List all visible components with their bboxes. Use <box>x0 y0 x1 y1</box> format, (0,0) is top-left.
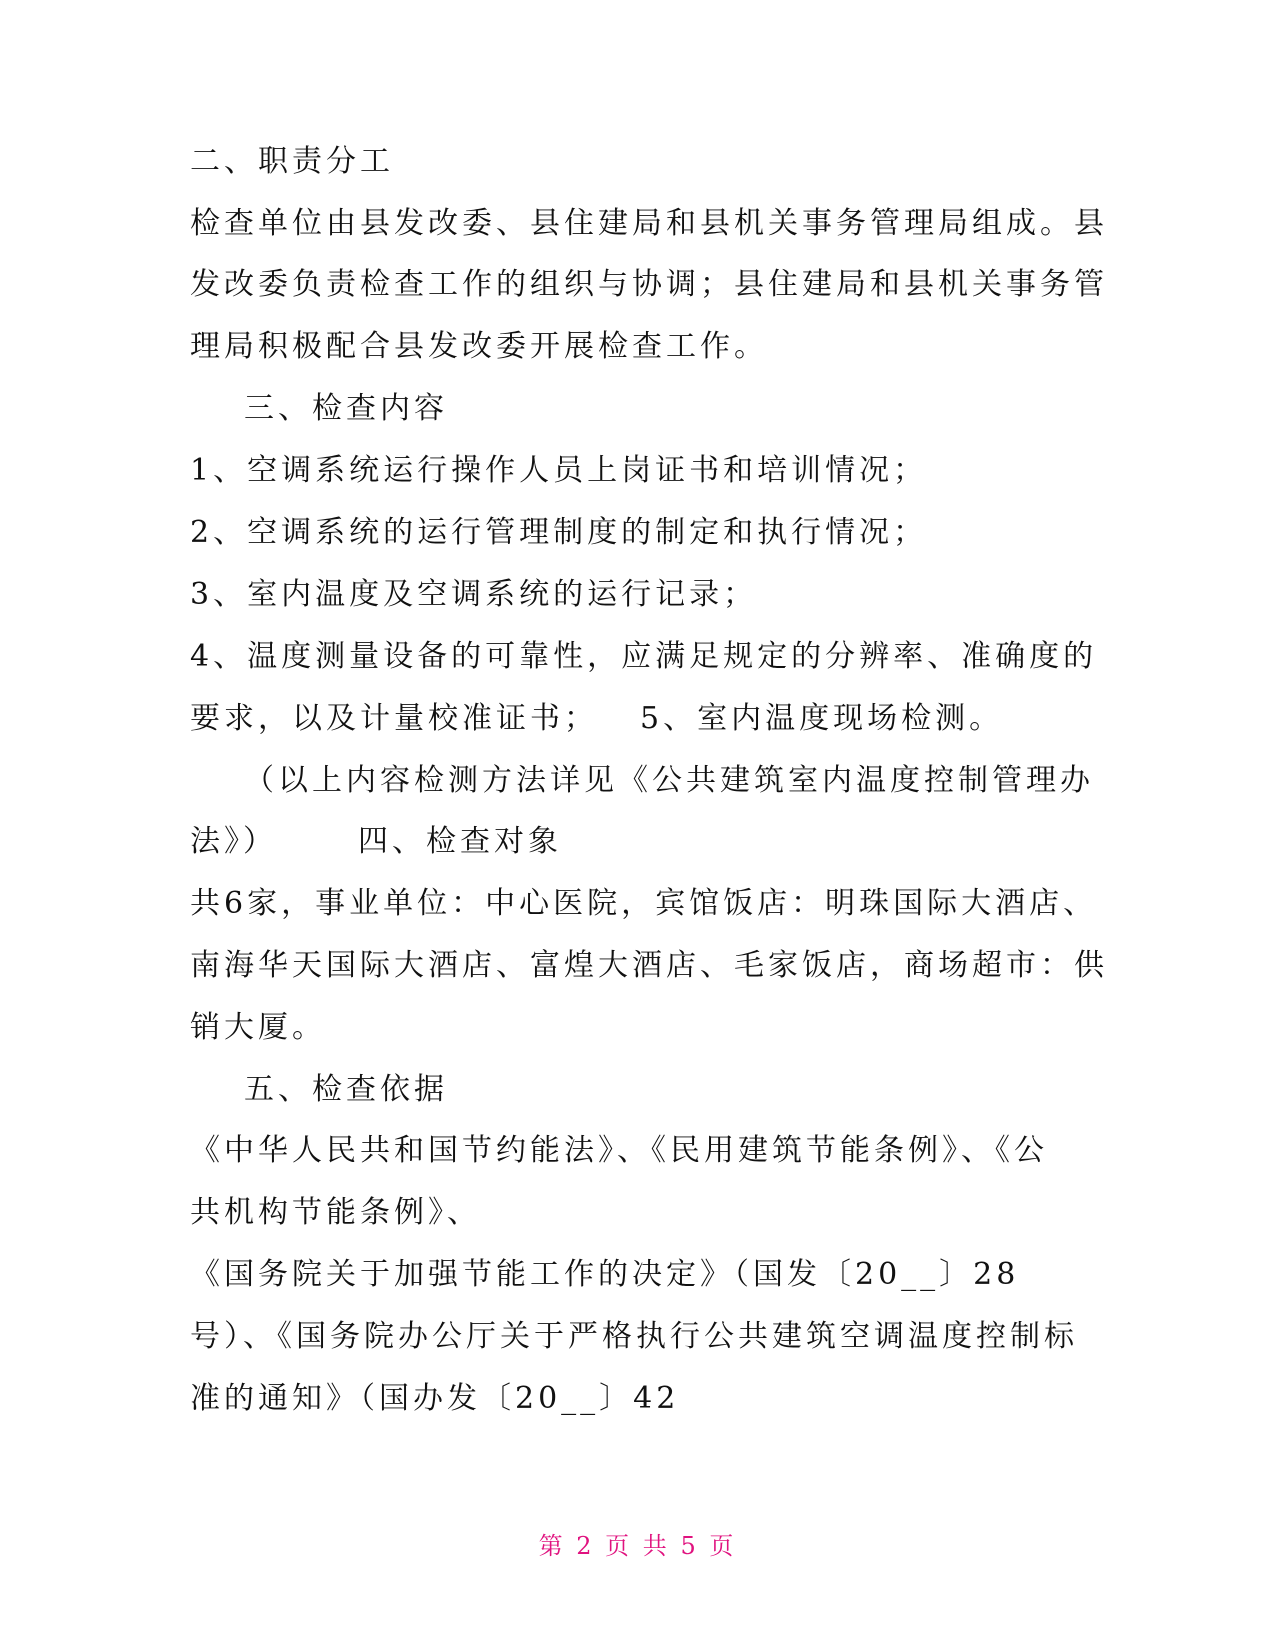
page-number-footer: 第 2 页 共 5 页 <box>538 1532 737 1560</box>
note-line: （以上内容检测方法详见《公共建筑室内温度控制管理办 <box>244 763 1094 798</box>
section-heading-targets: 四、检查对象 <box>358 824 562 859</box>
list-item: 4、温度测量设备的可靠性，应满足规定的分辨率、准确度的 <box>190 639 1098 674</box>
paragraph-line: 检查单位由县发改委、县住建局和县机关事务管理局组成。县 <box>190 206 1108 241</box>
paragraph-line: 共机构节能条例》、 <box>190 1195 481 1230</box>
list-item: 1、空调系统运行操作人员上岗证书和培训情况； <box>190 453 928 488</box>
paragraph-line: 销大厦。 <box>190 1010 326 1045</box>
paragraph-line: 共6家，事业单位：中心医院，宾馆饭店：明珠国际大酒店、 <box>190 886 1098 921</box>
list-item: 5、室内温度现场检测。 <box>640 701 1004 736</box>
paragraph-line: 准的通知》（国办发〔20__〕42 <box>190 1381 680 1416</box>
list-item: 要求，以及计量校准证书； <box>190 701 598 736</box>
note-line: 法》） <box>190 824 277 859</box>
section-heading-content: 三、检查内容 <box>244 391 448 426</box>
section-heading-responsibilities: 二、职责分工 <box>190 144 394 179</box>
paragraph-line: 理局积极配合县发改委开展检查工作。 <box>190 329 768 364</box>
list-item: 3、室内温度及空调系统的运行记录； <box>190 577 758 612</box>
paragraph-line: 《中华人民共和国节约能法》、《民用建筑节能条例》、《公 <box>190 1133 1048 1168</box>
paragraph-line: 《国务院关于加强节能工作的决定》（国发〔20__〕28 <box>190 1257 1020 1292</box>
paragraph-line: 号）、《国务院办公厅关于严格执行公共建筑空调温度控制标 <box>190 1319 1078 1354</box>
section-heading-basis: 五、检查依据 <box>244 1072 448 1107</box>
paragraph-line: 发改委负责检查工作的组织与协调；县住建局和县机关事务管 <box>190 267 1108 302</box>
list-item: 2、空调系统的运行管理制度的制定和执行情况； <box>190 515 928 550</box>
paragraph-line: 南海华天国际大酒店、富煌大酒店、毛家饭店，商场超市：供 <box>190 948 1108 983</box>
